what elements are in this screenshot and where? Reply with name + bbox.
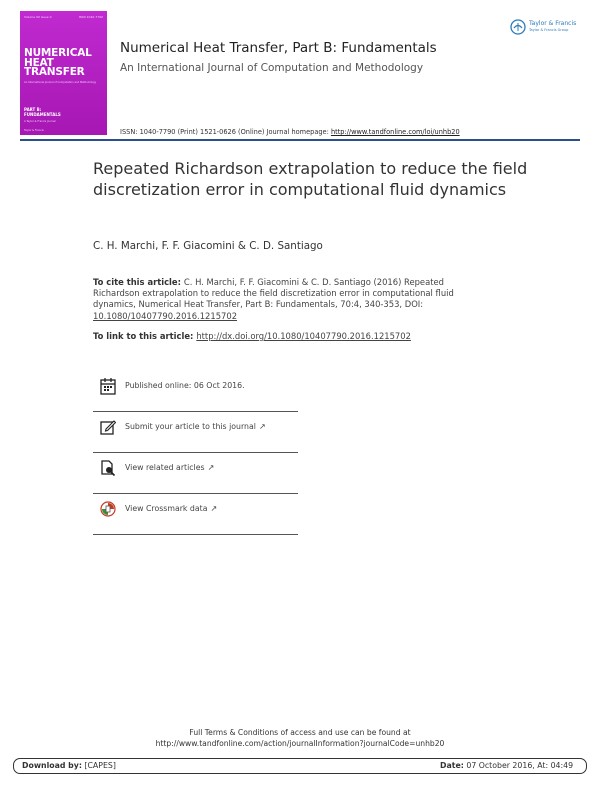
publisher-logo-icon <box>510 19 526 35</box>
cite-label: To cite this article: <box>93 277 184 287</box>
cite-doi-link[interactable]: 10.1080/10407790.2016.1215702 <box>93 310 238 321</box>
journal-homepage-link[interactable]: http://www.tandfonline.com/loi/unhb20 <box>330 128 460 136</box>
header-divider <box>20 139 580 141</box>
issn-line <box>120 128 460 136</box>
external-link-icon: ↗ <box>210 504 218 513</box>
crossmark-row[interactable] <box>93 493 298 535</box>
cover-subtitle: An International Journal of Computation and Methodology <box>24 81 97 84</box>
cover-header-right: ISSN 1040-7790 <box>78 15 103 19</box>
published-online-row <box>93 370 298 412</box>
cover-title <box>24 49 106 78</box>
link-label: To link to this article: <box>93 331 197 341</box>
submit-article-row[interactable] <box>93 411 298 453</box>
external-link-icon: ↗ <box>258 422 266 431</box>
calendar-icon <box>100 377 116 395</box>
article-title: Repeated Richardson extrapolation to reduce the field discretization error in computational fluid dynamics <box>93 159 528 199</box>
crossmark-link[interactable]: View Crossmark data <box>125 504 208 513</box>
cover-part-line: PART B: <box>24 107 42 112</box>
submit-article-link[interactable]: Submit your article to this journal <box>125 422 256 431</box>
crossmark-icon <box>100 500 116 518</box>
terms-line: Full Terms & Conditions of access and use can be found at <box>189 728 411 737</box>
cover-title-line: HEAT <box>24 56 54 69</box>
article-link-line <box>93 331 411 341</box>
journal-cover <box>20 11 107 135</box>
cover-descriptor: A Taylor & Francis Journal <box>24 120 56 123</box>
cover-part <box>24 108 61 117</box>
downloaded-by <box>22 761 116 770</box>
downloaded-by-value: [CAPES] <box>81 761 116 770</box>
journal-title[interactable]: Numerical Heat Transfer, Part B: Fundamentals <box>120 40 437 56</box>
cite-text: C. H. Marchi, F. F. Giacomini & C. D. Santiago (2016) Repeated Richardson extrapolation to reduce the field discretization error in computational fluid dynamics, Numerical Heat Transfer, Part B: Fundamentals, 70:4, 340-353, DOI: <box>93 277 454 310</box>
download-date-value: 07 October 2016, At: 04:49 <box>463 761 574 770</box>
publisher-logo-text: Taylor & Francis <box>529 20 577 27</box>
terms-footer <box>0 727 600 749</box>
cover-title-line: NUMERICAL <box>24 47 92 59</box>
cover-part-line: FUNDAMENTALS <box>24 111 61 117</box>
related-articles-link[interactable]: View related articles <box>125 463 205 472</box>
terms-url-link[interactable]: http://www.tandfonline.com/action/journalInformation?journalCode=unhb20 <box>155 739 445 748</box>
download-date-label: Date: <box>440 761 464 770</box>
publisher-logo[interactable] <box>510 17 590 39</box>
published-online-text: Published online: 06 Oct 2016. <box>125 381 245 390</box>
cover-footer: Taylor & Francis <box>24 129 44 132</box>
cover-header-left: Volume 00 Issue 0 <box>24 15 52 19</box>
related-articles-row[interactable] <box>93 452 298 494</box>
download-date <box>440 761 573 770</box>
publisher-logo-subtext: Taylor & Francis Group <box>529 28 569 32</box>
related-articles-icon <box>100 459 116 477</box>
edit-icon <box>100 418 116 436</box>
download-info-bar <box>13 758 587 774</box>
journal-subtitle: An International Journal of Computation and Methodology <box>120 62 424 74</box>
cover-title-line: TRANSFER <box>24 66 85 78</box>
external-link-icon: ↗ <box>207 463 215 472</box>
article-doi-link[interactable]: http://dx.doi.org/10.1080/10407790.2016.1215702 <box>196 331 411 341</box>
article-authors: C. H. Marchi, F. F. Giacomini & C. D. Santiago <box>93 240 323 252</box>
citation-block <box>93 277 483 322</box>
issn-text: ISSN: 1040-7790 (Print) 1521-0626 (Online) Journal homepage: <box>120 128 331 136</box>
downloaded-by-label: Download by: <box>22 761 82 770</box>
